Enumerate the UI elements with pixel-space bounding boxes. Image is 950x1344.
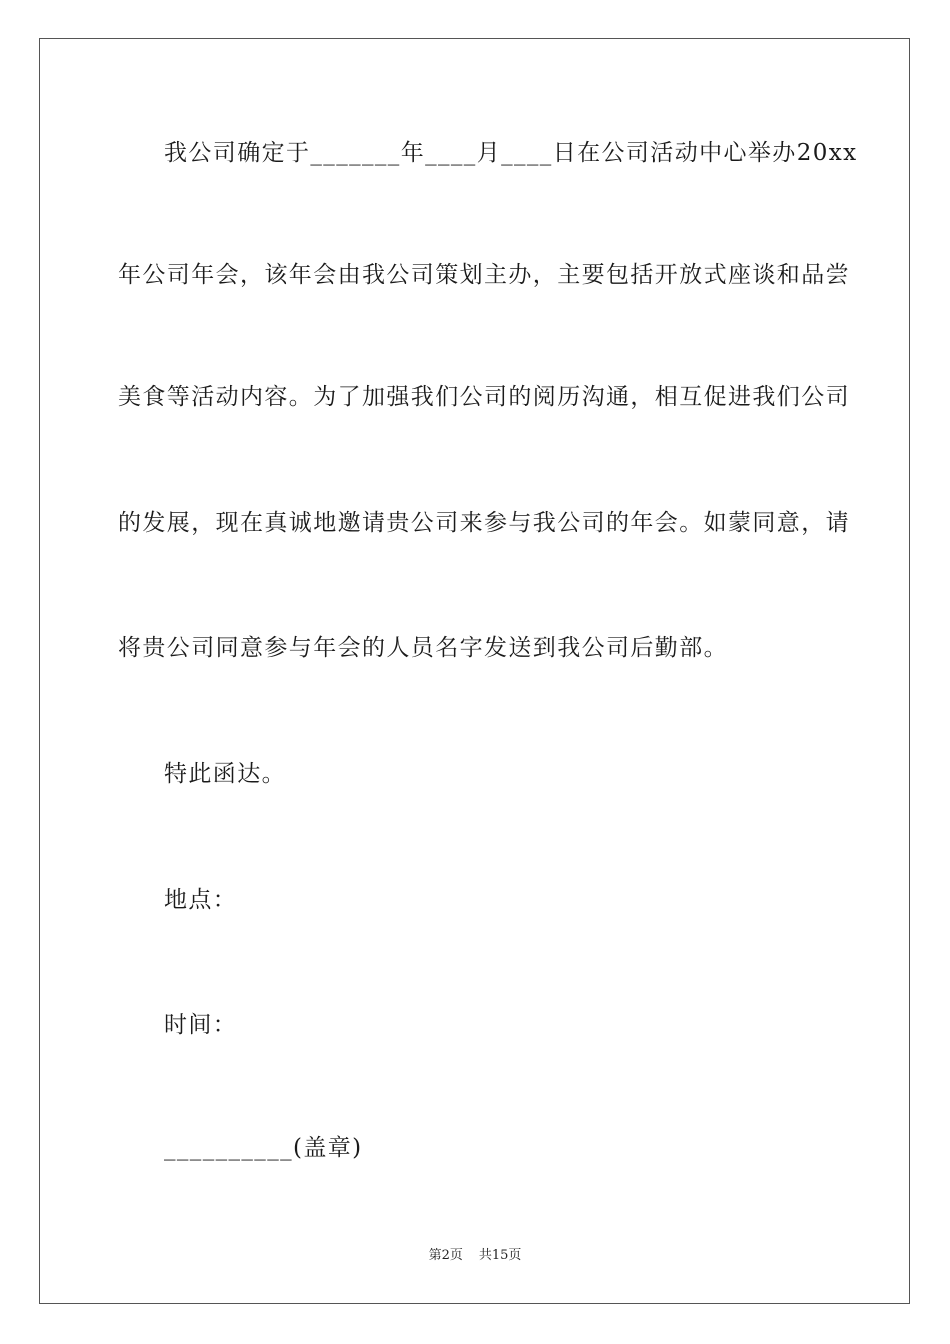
page-number: 第2页 <box>428 1248 463 1263</box>
page-total: 共15页 <box>478 1248 522 1263</box>
page-frame <box>39 38 910 1304</box>
paragraph-line-4: 的发展，现在真诚地邀请贵公司来参与我公司的年会。如蒙同意，请 <box>118 510 850 536</box>
time-label: 时间： <box>164 1012 238 1038</box>
location-label: 地点： <box>164 887 238 913</box>
closing-text: 特此函达。 <box>164 761 286 787</box>
paragraph-line-1: 我公司确定于_______年____月____日在公司活动中心举办20xx <box>164 140 858 166</box>
page-footer <box>0 1247 950 1265</box>
paragraph-line-3: 美食等活动内容。为了加强我们公司的阅历沟通，相互促进我们公司 <box>118 384 850 410</box>
seal-line: __________(盖章) <box>164 1135 363 1161</box>
paragraph-line-5: 将贵公司同意参与年会的人员名字发送到我公司后勤部。 <box>118 635 728 661</box>
paragraph-line-2: 年公司年会，该年会由我公司策划主办，主要包括开放式座谈和品尝 <box>118 262 850 288</box>
